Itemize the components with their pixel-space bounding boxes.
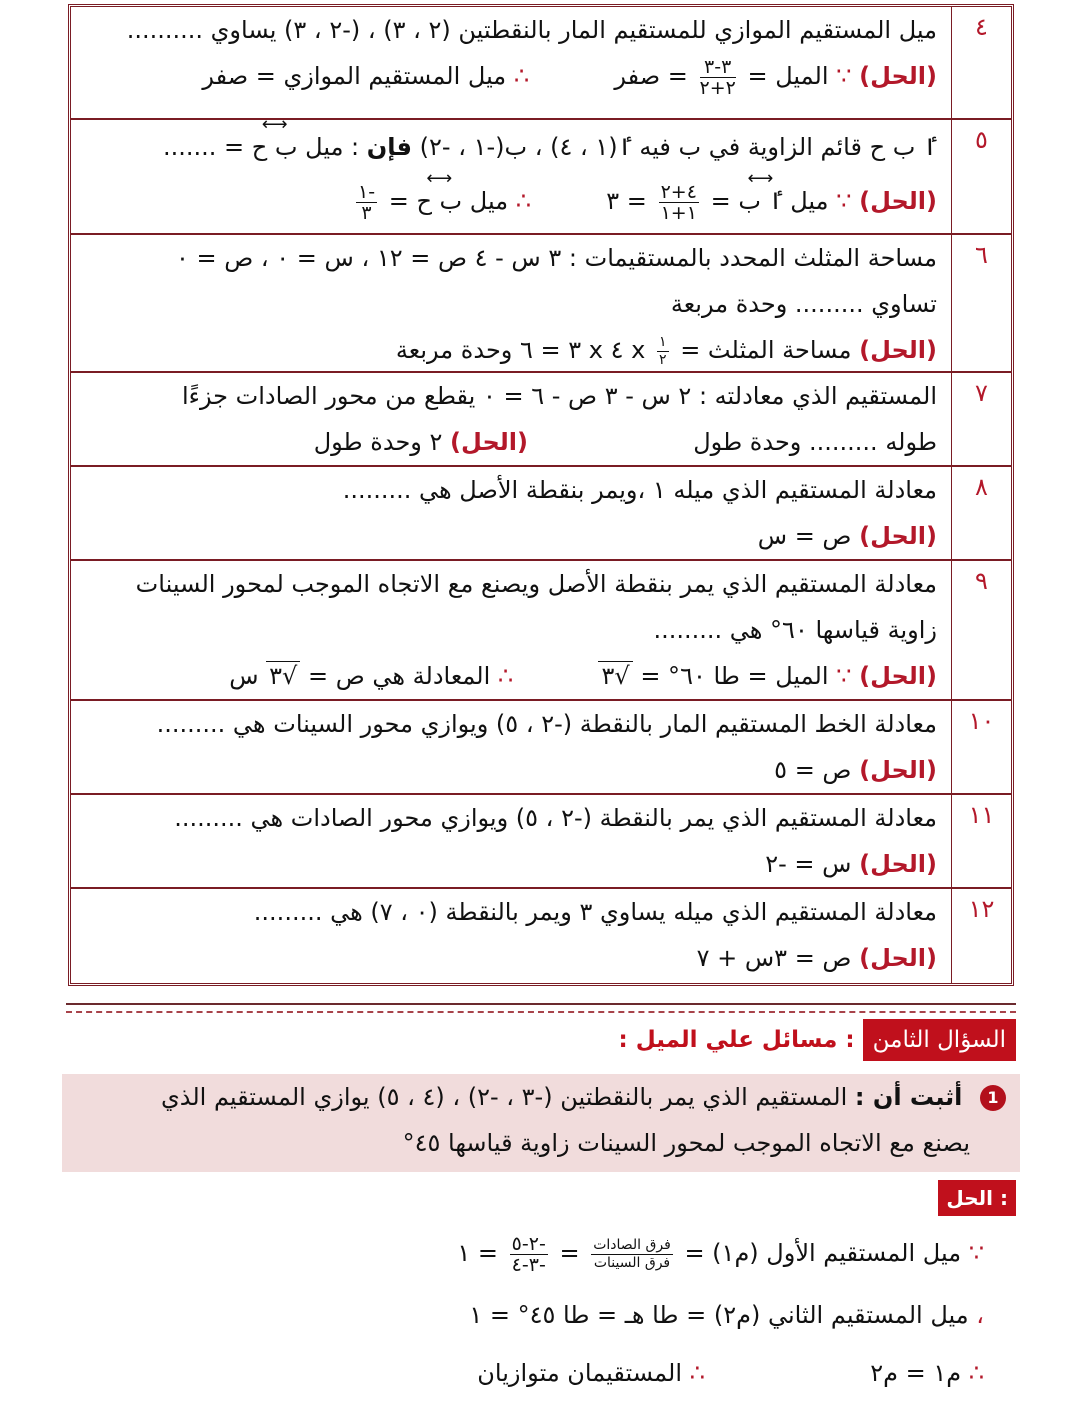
because-symbol: ∵ [836, 187, 852, 215]
solution-label: (الحل) [859, 62, 937, 90]
solution-text: = ٣ [606, 187, 647, 215]
problem-number-badge: 1 [980, 1085, 1006, 1111]
problem-box [62, 1074, 1020, 1172]
fraction-denominator: -٣-٤ [511, 1253, 546, 1276]
question-keyword: فإن [366, 133, 413, 161]
section-colon: : [845, 1027, 855, 1053]
solution-label: (الحل) [859, 756, 937, 784]
section-title [618, 1027, 854, 1053]
solution-line [85, 513, 937, 559]
solution-line [85, 841, 937, 887]
question-text: تساوي ......... وحدة مربعة [670, 290, 937, 318]
solution-label: (الحل) [859, 522, 937, 550]
fraction-numerator: ١ [659, 333, 667, 350]
solution-label: (الحل) [859, 944, 937, 972]
fraction-denominator: فرق السينات [593, 1254, 671, 1271]
question-number: ١٠ [951, 701, 1011, 793]
line-vector: ⟷ ٵ ب [738, 178, 782, 224]
therefore-symbol: ∴ [968, 1359, 984, 1387]
table-row [71, 120, 1011, 235]
table-row [71, 701, 1011, 795]
fraction [591, 1237, 673, 1272]
question-text: معادلة المستقيم الذي يمر بالنقطة (-٢ ، ٥) ويوازي محور الصادات هي ......... [174, 804, 937, 832]
solution-label: (الحل) [859, 662, 937, 690]
equals-sign: = [710, 187, 731, 215]
solution-line [457, 1230, 984, 1276]
question-number: ٤ [951, 7, 1011, 118]
solution-text: = ١ [457, 1239, 498, 1267]
solution-text: ص = س [757, 522, 852, 550]
because-symbol: ∵ [968, 1239, 984, 1267]
question-text: ميل المستقيم الموازي للمستقيم المار بالنقطتين (٢ ، ٣) ، (-٢ ، ٣) يساوي .......... [126, 16, 937, 44]
because-symbol: ∵ [836, 62, 852, 90]
question-text: معادلة المستقيم الذي ميله ١ ،ويمر بنقطة الأصل هي ......... [342, 476, 937, 504]
solution-text: ٢ وحدة طول [313, 428, 443, 456]
question-text: طوله ......... وحدة طول [693, 428, 937, 456]
radicand: ٣ [269, 662, 283, 690]
question-text: زاوية قياسها ٦٠° هي ......... [653, 616, 937, 644]
questions-table [68, 4, 1014, 986]
question-number: ٧ [951, 373, 1011, 465]
problem-prefix: أثبت أن : [854, 1083, 963, 1111]
divider-solid [66, 1003, 1016, 1005]
solution-text: م١ = م٢ [870, 1359, 962, 1387]
question-number: ١١ [951, 795, 1011, 887]
fraction-numerator: ٣-٣ [700, 57, 736, 78]
fraction-numerator: ٤+٢ [660, 180, 697, 203]
divider-dashed [66, 1011, 1016, 1013]
solution-badge: الحل : [938, 1180, 1016, 1216]
comma-symbol: ، [976, 1301, 984, 1329]
question-text [85, 124, 937, 170]
question-number: ٩ [951, 561, 1011, 699]
square-root: √٣ [266, 661, 300, 690]
solution-line [85, 935, 937, 981]
solution-text: مساحة المثلث = [680, 336, 852, 364]
solution-line [85, 653, 937, 699]
solution-label: (الحل) [859, 336, 937, 364]
table-row [71, 7, 1011, 120]
solution-text: المعادلة هي ص = [307, 662, 491, 690]
therefore-symbol: ∴ [515, 187, 531, 215]
solution-label: (الحل) [859, 187, 937, 215]
line-vector: ⟷ ب ح [416, 178, 462, 224]
fraction [356, 182, 377, 223]
question-text: معادلة المستقيم الذي يمر بنقطة الأصل ويصنع مع الاتجاه الموجب لمحور السينات [135, 570, 937, 598]
section-heading [618, 1018, 1016, 1062]
table-row [71, 235, 1011, 373]
solution-text: س [229, 662, 259, 690]
question-number: ٥ [951, 120, 1011, 233]
fraction-numerator: -١ [357, 180, 376, 203]
solution-text: ميل [790, 187, 829, 215]
therefore-symbol: ∴ [689, 1359, 705, 1387]
solution-line [85, 53, 937, 99]
section-title-text: مسائل علي الميل : [618, 1027, 838, 1053]
fraction-denominator: ٣ [361, 201, 372, 224]
therefore-symbol: ∴ [497, 662, 514, 690]
table-row [71, 561, 1011, 701]
solution-text: ميل المستقيم الموازي = صفر [202, 62, 507, 90]
line-vector: ⟷ ب ح [252, 124, 298, 170]
table-row [71, 467, 1011, 561]
fraction-denominator: ٢ [659, 351, 667, 368]
table-row [71, 889, 1011, 983]
solution-text: ميل المستقيم الثاني (م٢) = طا هـ = طا ٤٥° = ١ [469, 1301, 969, 1329]
question-number: ٦ [951, 235, 1011, 371]
solution-text: الميل = طا ٦٠° = [640, 662, 829, 690]
solution-line [469, 1292, 984, 1338]
solution-line [85, 178, 937, 224]
fraction [657, 334, 669, 369]
because-symbol: ∵ [836, 662, 852, 690]
solution-text: الميل = [747, 62, 829, 90]
solution-text: المستقيمان متوازيان [477, 1359, 682, 1387]
equals-sign: = [559, 1239, 580, 1267]
solution-text: x ٤ x ٣ = ٦ وحدة مربعة [395, 336, 646, 364]
square-root: √٣ [598, 661, 632, 690]
question-part: ٵ ب ح قائم الزاوية في ب فيه ٵ(١ ، ٤) ، ب(-١ ، -٢) [419, 133, 937, 161]
question-text: مساحة المثلث المحدد بالمستقيمات : ٣ س - ٤ ص = ١٢ ، س = ٠ ، ص = ٠ [175, 244, 937, 272]
table-row [71, 373, 1011, 467]
fraction [700, 57, 736, 98]
fraction-denominator: ٢+٢ [699, 76, 736, 99]
question-number: ١٢ [951, 889, 1011, 983]
solution-label: (الحل) [450, 428, 528, 456]
therefore-symbol: ∴ [513, 62, 530, 90]
equals-sign: = [388, 187, 409, 215]
section-badge: السؤال الثامن [863, 1019, 1016, 1061]
solution-text: = صفر [614, 62, 688, 90]
question-text: المستقيم الذي معادلته : ٢ س - ٣ ص - ٦ = ٠ يقطع من محور الصادات جزءًا [181, 382, 937, 410]
question-part: : ميل [305, 133, 360, 161]
solution-line [85, 327, 937, 373]
problem-text: المستقيم الذي يمر بالنقطتين (-٣ ، -٢) ، (٤ ، ٥) يوازي المستقيم الذي [160, 1083, 848, 1111]
question-text: معادلة الخط المستقيم المار بالنقطة (-٢ ، ٥) ويوازي محور السينات هي ......... [156, 710, 937, 738]
solution-text: ميل [469, 187, 509, 215]
solution-text: ص = ٥ [774, 756, 852, 784]
solution-text: س = -٢ [765, 850, 852, 878]
question-number: ٨ [951, 467, 1011, 559]
fraction-numerator: -٢-٥ [511, 1232, 546, 1255]
fraction-denominator: ١+١ [660, 201, 697, 224]
fraction [510, 1234, 548, 1275]
radicand: ٣ [601, 662, 615, 690]
question-text: معادلة المستقيم الذي ميله يساوي ٣ ويمر بالنقطة (٠ ، ٧) هي ......... [253, 898, 937, 926]
solution-line [477, 1350, 984, 1396]
solution-label: (الحل) [859, 850, 937, 878]
problem-text: يصنع مع الاتجاه الموجب لمحور السينات زاوية قياسها ٤٥° [402, 1129, 970, 1157]
table-row [71, 795, 1011, 889]
solution-line [85, 419, 937, 465]
question-part: = ....... [163, 133, 245, 161]
solution-text: ص = ٣س + ٧ [696, 944, 852, 972]
solution-line [85, 747, 937, 793]
solution-text: ميل المستقيم الأول (م١) = [684, 1239, 962, 1267]
fraction [659, 182, 699, 223]
fraction-numerator: فرق الصادات [593, 1236, 671, 1253]
